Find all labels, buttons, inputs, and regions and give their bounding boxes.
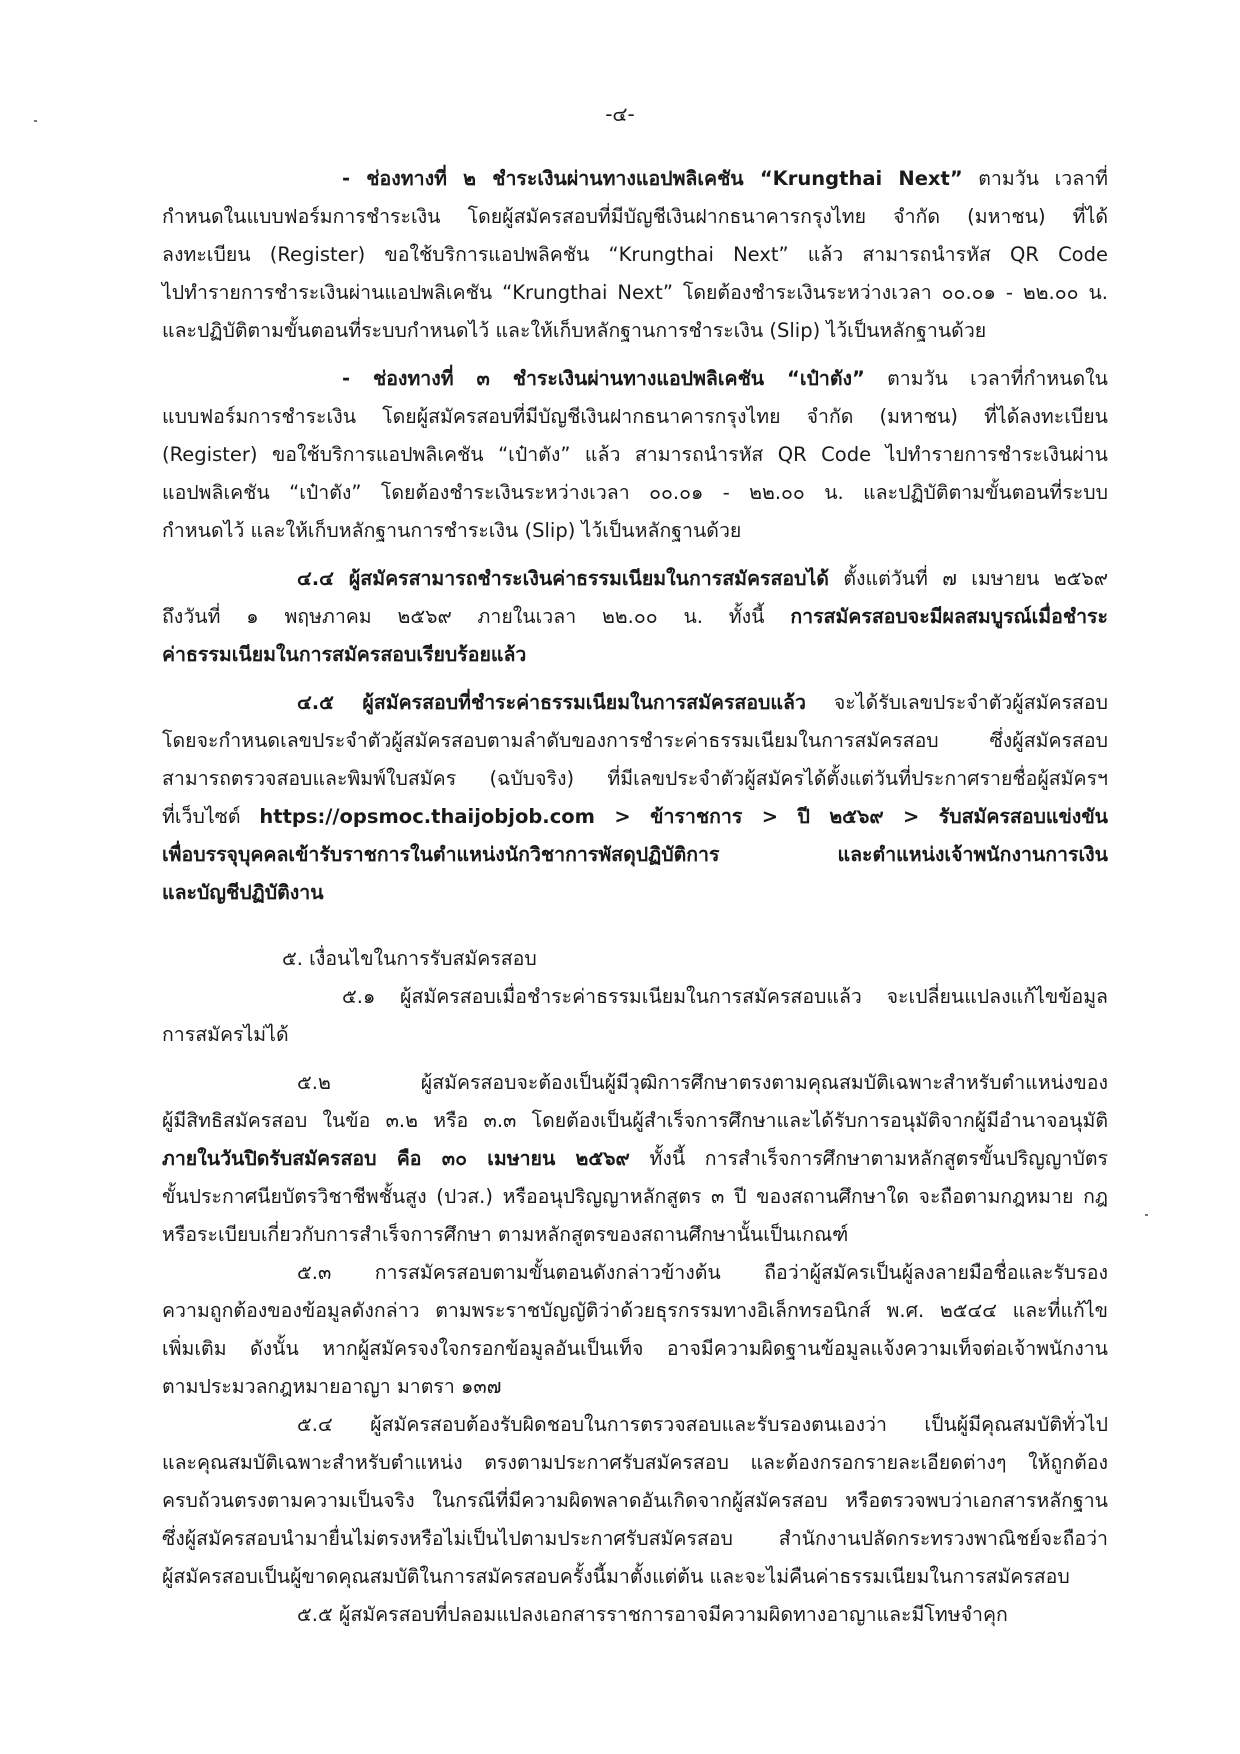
- paragraph-line: ซึ่งผู้สมัครสอบนำมายื่นไม่ตรงหรือไม่เป็นไปตามประกาศรับสมัครสอบ สำนักงานปลัดกระทรวงพาณิชย์จะถือว่า: [162, 1527, 1108, 1550]
- paragraph-line: [162, 598, 1108, 636]
- page-number: -๔-: [605, 102, 635, 126]
- paragraph-line: ขั้นประกาศนียบัตรวิชาชีพชั้นสูง (ปวส.) หรืออนุปริญญาหลักสูตร ๓ ปี ของสถานศึกษาใด จะถือตามกฎหมาย กฎ: [162, 1185, 1108, 1208]
- paragraph-line: ผู้มีสิทธิสมัครสอบ ในข้อ ๓.๒ หรือ ๓.๓ โดยต้องเป็นผู้สำเร็จการศึกษาและได้รับการอนุมัติจากผู้มีอำนาจอนุมัติ: [162, 1109, 1108, 1132]
- paragraph-line: [162, 160, 1108, 198]
- paragraph-line: ๕.๓ การสมัครสอบตามขั้นตอนดังกล่าวข้างต้น ถือว่าผู้สมัครเป็นผู้ลงลายมือชื่อและรับรอง: [297, 1261, 1108, 1284]
- text: ตามวัน เวลาที่: [962, 167, 1108, 190]
- bold-text: ค่าธรรมเนียมในการสมัครสอบเรียบร้อยแล้ว: [162, 643, 527, 666]
- paragraph-line: แบบฟอร์มการชำระเงิน โดยผู้สมัครสอบที่มีบัญชีเงินฝากธนาคารกรุงไทย จำกัด (มหาชน) ที่ได้ลงทะเบียน: [162, 405, 1108, 428]
- bold-text: การสมัครสอบจะมีผลสมบูรณ์เมื่อชำระ: [790, 605, 1108, 628]
- paragraph-line: หรือระเบียบเกี่ยวกับการสำเร็จการศึกษา ตามหลักสูตรของสถานศึกษานั้นเป็นเกณฑ์: [162, 1223, 849, 1246]
- paragraph-line: ลงทะเบียน (Register) ขอใช้บริการแอปพลิคชัน “Krungthai Next” แล้ว สามารถนำรหัส QR Code: [162, 243, 1108, 266]
- paragraph-line: [162, 798, 1108, 836]
- text: ถึงวันที่ ๑ พฤษภาคม ๒๕๖๙ ภายในเวลา ๒๒.๐๐ น. ทั้งนี้: [162, 605, 791, 628]
- paragraph-line: ๕.๒ ผู้สมัครสอบจะต้องเป็นผู้มีวุฒิการศึกษาตรงตามคุณสมบัติเฉพาะสำหรับตำแหน่งของ: [297, 1071, 1108, 1094]
- paragraph-line: [162, 1140, 1108, 1178]
- text: ที่เว็บไซต์: [162, 805, 260, 828]
- paragraph-line: ผู้สมัครสอบเป็นผู้ขาดคุณสมบัติในการสมัครสอบครั้งนี้มาตั้งแต่ต้น และจะไม่คืนค่าธรรมเนียมในการสมัครสอบ: [162, 1565, 1070, 1588]
- paragraph-channel-2: [162, 160, 1108, 350]
- scan-speck: [34, 120, 37, 122]
- bold-text: - ช่องทางที่ ๓ ชำระเงินผ่านทางแอปพลิเคชัน “เป๋าตัง”: [342, 367, 865, 390]
- paragraph-line: เพิ่มเติม ดังนั้น หากผู้สมัครจงใจกรอกข้อมูลอันเป็นเท็จ อาจมีความผิดฐานข้อมูลแจ้งความเท็จต่อเจ้าพนักงาน: [162, 1337, 1108, 1360]
- paragraph-item-5-1: [162, 978, 1108, 1054]
- website-link[interactable]: https://opsmoc.thaijobjob.com > ข้าราชการ > ปี ๒๕๖๙ > รับสมัครสอบแข่งขัน: [259, 805, 1108, 828]
- document-body: [162, 160, 1108, 1634]
- paragraph-line: [162, 684, 1108, 722]
- paragraph-line: [162, 360, 1108, 398]
- paragraph-line: การสมัครไม่ได้: [162, 1023, 289, 1046]
- bold-text: - ช่องทางที่ ๒ ชำระเงินผ่านทางแอปพลิเคชัน “Krungthai Next”: [342, 167, 963, 190]
- paragraph-line: ๕.๕ ผู้สมัครสอบที่ปลอมแปลงเอกสารราชการอาจมีความผิดทางอาญาและมีโทษจำคุก: [297, 1603, 1008, 1626]
- paragraph-item-4-5: [162, 684, 1108, 912]
- paragraph-line: [162, 836, 1108, 874]
- paragraph-item-5-3: [162, 1254, 1108, 1406]
- paragraph-line: (Register) ขอใช้บริการแอปพลิเคชัน “เป๋าตัง” แล้ว สามารถนำรหัส QR Code ไปทำรายการชำระเงินผ่าน: [162, 443, 1108, 466]
- section-heading-5: ๕. เงื่อนไขในการรับสมัครสอบ: [282, 947, 537, 970]
- bold-text: ๔.๔ ผู้สมัครสามารถชำระเงินค่าธรรมเนียมในการสมัครสอบได้: [297, 567, 829, 590]
- paragraph-item-5-2: [162, 1064, 1108, 1254]
- paragraph-item-5-4: [162, 1406, 1108, 1596]
- bold-text: เพื่อบรรจุบุคคลเข้ารับราชการในตำแหน่งนักวิชาการพัสดุปฏิบัติการ และตำแหน่งเจ้าพนักงานการเงิน: [162, 843, 1108, 866]
- paragraph-item-5-5: [162, 1596, 1108, 1634]
- paragraph-line: ครบถ้วนตรงตามความเป็นจริง ในกรณีที่มีความผิดพลาดอันเกิดจากผู้สมัครสอบ หรือตรวจพบว่าเอกสารหลักฐาน: [162, 1489, 1108, 1512]
- paragraph-line: [162, 874, 1108, 912]
- text: ตั้งแต่วันที่ ๗ เมษายน ๒๕๖๙: [828, 567, 1109, 590]
- bold-text: ภายในวันปิดรับสมัครสอบ คือ ๓๐ เมษายน ๒๕๖๙: [162, 1147, 630, 1170]
- text: ทั้งนี้ การสำเร็จการศึกษาตามหลักสูตรขั้นปริญญาบัตร: [629, 1147, 1108, 1170]
- paragraph-line: ตามประมวลกฎหมายอาญา มาตรา ๑๓๗: [162, 1375, 502, 1398]
- scan-speck: [1145, 1214, 1148, 1216]
- paragraph-line: กำหนดในแบบฟอร์มการชำระเงิน โดยผู้สมัครสอบที่มีบัญชีเงินฝากธนาคารกรุงไทย จำกัด (มหาชน) ที่ได้: [162, 205, 1108, 228]
- paragraph-line: ๕.๔ ผู้สมัครสอบต้องรับผิดชอบในการตรวจสอบและรับรองตนเองว่า เป็นผู้มีคุณสมบัติทั่วไป: [297, 1413, 1108, 1436]
- paragraph-line: และคุณสมบัติเฉพาะสำหรับตำแหน่ง ตรงตามประกาศรับสมัครสอบ และต้องกรอกรายละเอียดต่างๆ ให้ถูกต้อง: [162, 1451, 1108, 1474]
- paragraph-line: กำหนดไว้ และให้เก็บหลักฐานการชำระเงิน (Slip) ไว้เป็นหลักฐานด้วย: [162, 519, 742, 542]
- paragraph-line: [162, 560, 1108, 598]
- text: จะได้รับเลขประจำตัวผู้สมัครสอบ: [805, 691, 1108, 714]
- bold-text: และบัญชีปฏิบัติงาน: [162, 881, 324, 904]
- paragraph-line: [162, 636, 1108, 674]
- paragraph-line: โดยจะกำหนดเลขประจำตัวผู้สมัครสอบตามลำดับของการชำระค่าธรรมเนียมในการสมัครสอบ ซึ่งผู้สมัครสอบ: [162, 729, 1108, 752]
- paragraph-item-4-4: [162, 560, 1108, 674]
- paragraph-channel-3: [162, 360, 1108, 550]
- paragraph-line: และปฏิบัติตามขั้นตอนที่ระบบกำหนดไว้ และให้เก็บหลักฐานการชำระเงิน (Slip) ไว้เป็นหลักฐานด้วย: [162, 319, 987, 342]
- paragraph-line: ความถูกต้องของข้อมูลดังกล่าว ตามพระราชบัญญัติว่าด้วยธุรกรรมทางอิเล็กทรอนิกส์ พ.ศ. ๒๕๔๔ และที่แก้ไข: [162, 1299, 1108, 1322]
- paragraph-line: ๕.๑ ผู้สมัครสอบเมื่อชำระค่าธรรมเนียมในการสมัครสอบแล้ว จะเปลี่ยนแปลงแก้ไขข้อมูล: [342, 985, 1108, 1008]
- text: ตามวัน เวลาที่กำหนดใน: [864, 367, 1109, 390]
- paragraph-line: ไปทำรายการชำระเงินผ่านแอปพลิเคชัน “Krungthai Next” โดยต้องชำระเงินระหว่างเวลา ๐๐.๐๑ - ๒๒.๐๐ น.: [162, 281, 1108, 304]
- bold-text: ๔.๕ ผู้สมัครสอบที่ชำระค่าธรรมเนียมในการสมัครสอบแล้ว: [297, 691, 806, 714]
- paragraph-line: แอปพลิเคชัน “เป๋าตัง” โดยต้องชำระเงินระหว่างเวลา ๐๐.๐๑ - ๒๒.๐๐ น. และปฏิบัติตามขั้นตอนที่ระบบ: [162, 481, 1108, 504]
- paragraph-line: สามารถตรวจสอบและพิมพ์ใบสมัคร (ฉบับจริง) ที่มีเลขประจำตัวผู้สมัครได้ตั้งแต่วันที่ประกาศรายชื่อผู้สมัครฯ: [162, 767, 1108, 790]
